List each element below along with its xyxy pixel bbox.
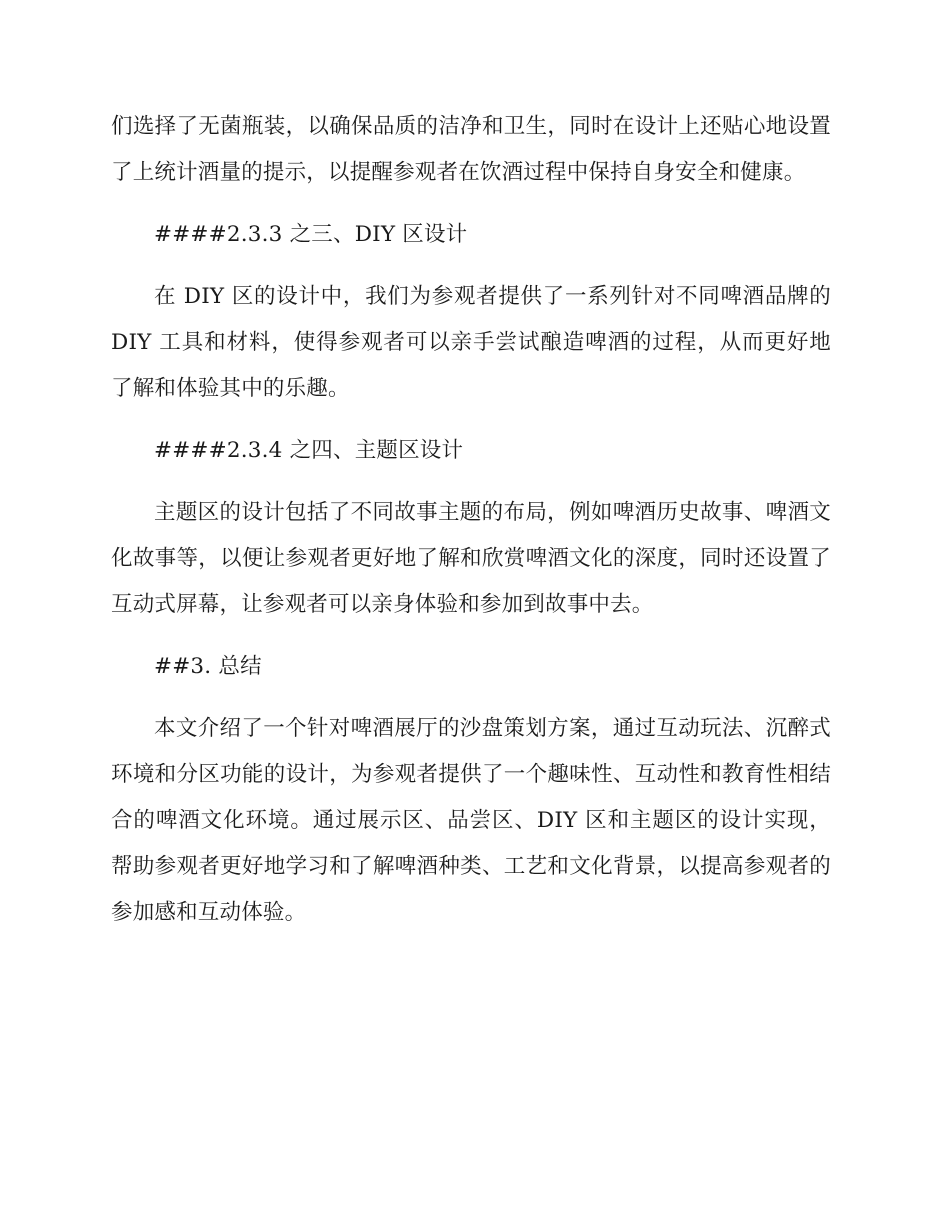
paragraph-theme-area: 主题区的设计包括了不同故事主题的布局，例如啤酒历史故事、啤酒文化故事等，以便让参观者更好地了解和欣赏啤酒文化的深度，同时还设置了互动式屏幕，让参观者可以亲身体验和参加到故事中去。	[111, 500, 831, 617]
paragraph-summary: 本文介绍了一个针对啤酒展厅的沙盘策划方案，通过互动玩法、沉醉式环境和分区功能的设计，为参观者提供了一个趣味性、互动性和教育性相结合的啤酒文化环境。通过展示区、品尝区、DIY 区和主题区的设计实现，帮助参观者更好地学习和了解啤酒种类、工艺和文化背景，以提高参观者的参加感和互动体验。	[111, 716, 831, 925]
document-page	[111, 104, 831, 952]
heading-diy-area: ####2.3.3 之三、DIY 区设计	[154, 222, 468, 247]
heading-summary: ##3. 总结	[154, 654, 262, 679]
paragraph-diy-area: 在 DIY 区的设计中，我们为参观者提供了一系列针对不同啤酒品牌的 DIY 工具和材料，使得参观者可以亲手尝试酿造啤酒的过程，从而更好地了解和体验其中的乐趣。	[111, 284, 831, 401]
heading-theme-area: ####2.3.4 之四、主题区设计	[154, 438, 464, 463]
paragraph-sterile-bottling: 们选择了无菌瓶装，以确保品质的洁净和卫生，同时在设计上还贴心地设置了上统计酒量的提示，以提醒参观者在饮酒过程中保持自身安全和健康。	[111, 114, 831, 185]
